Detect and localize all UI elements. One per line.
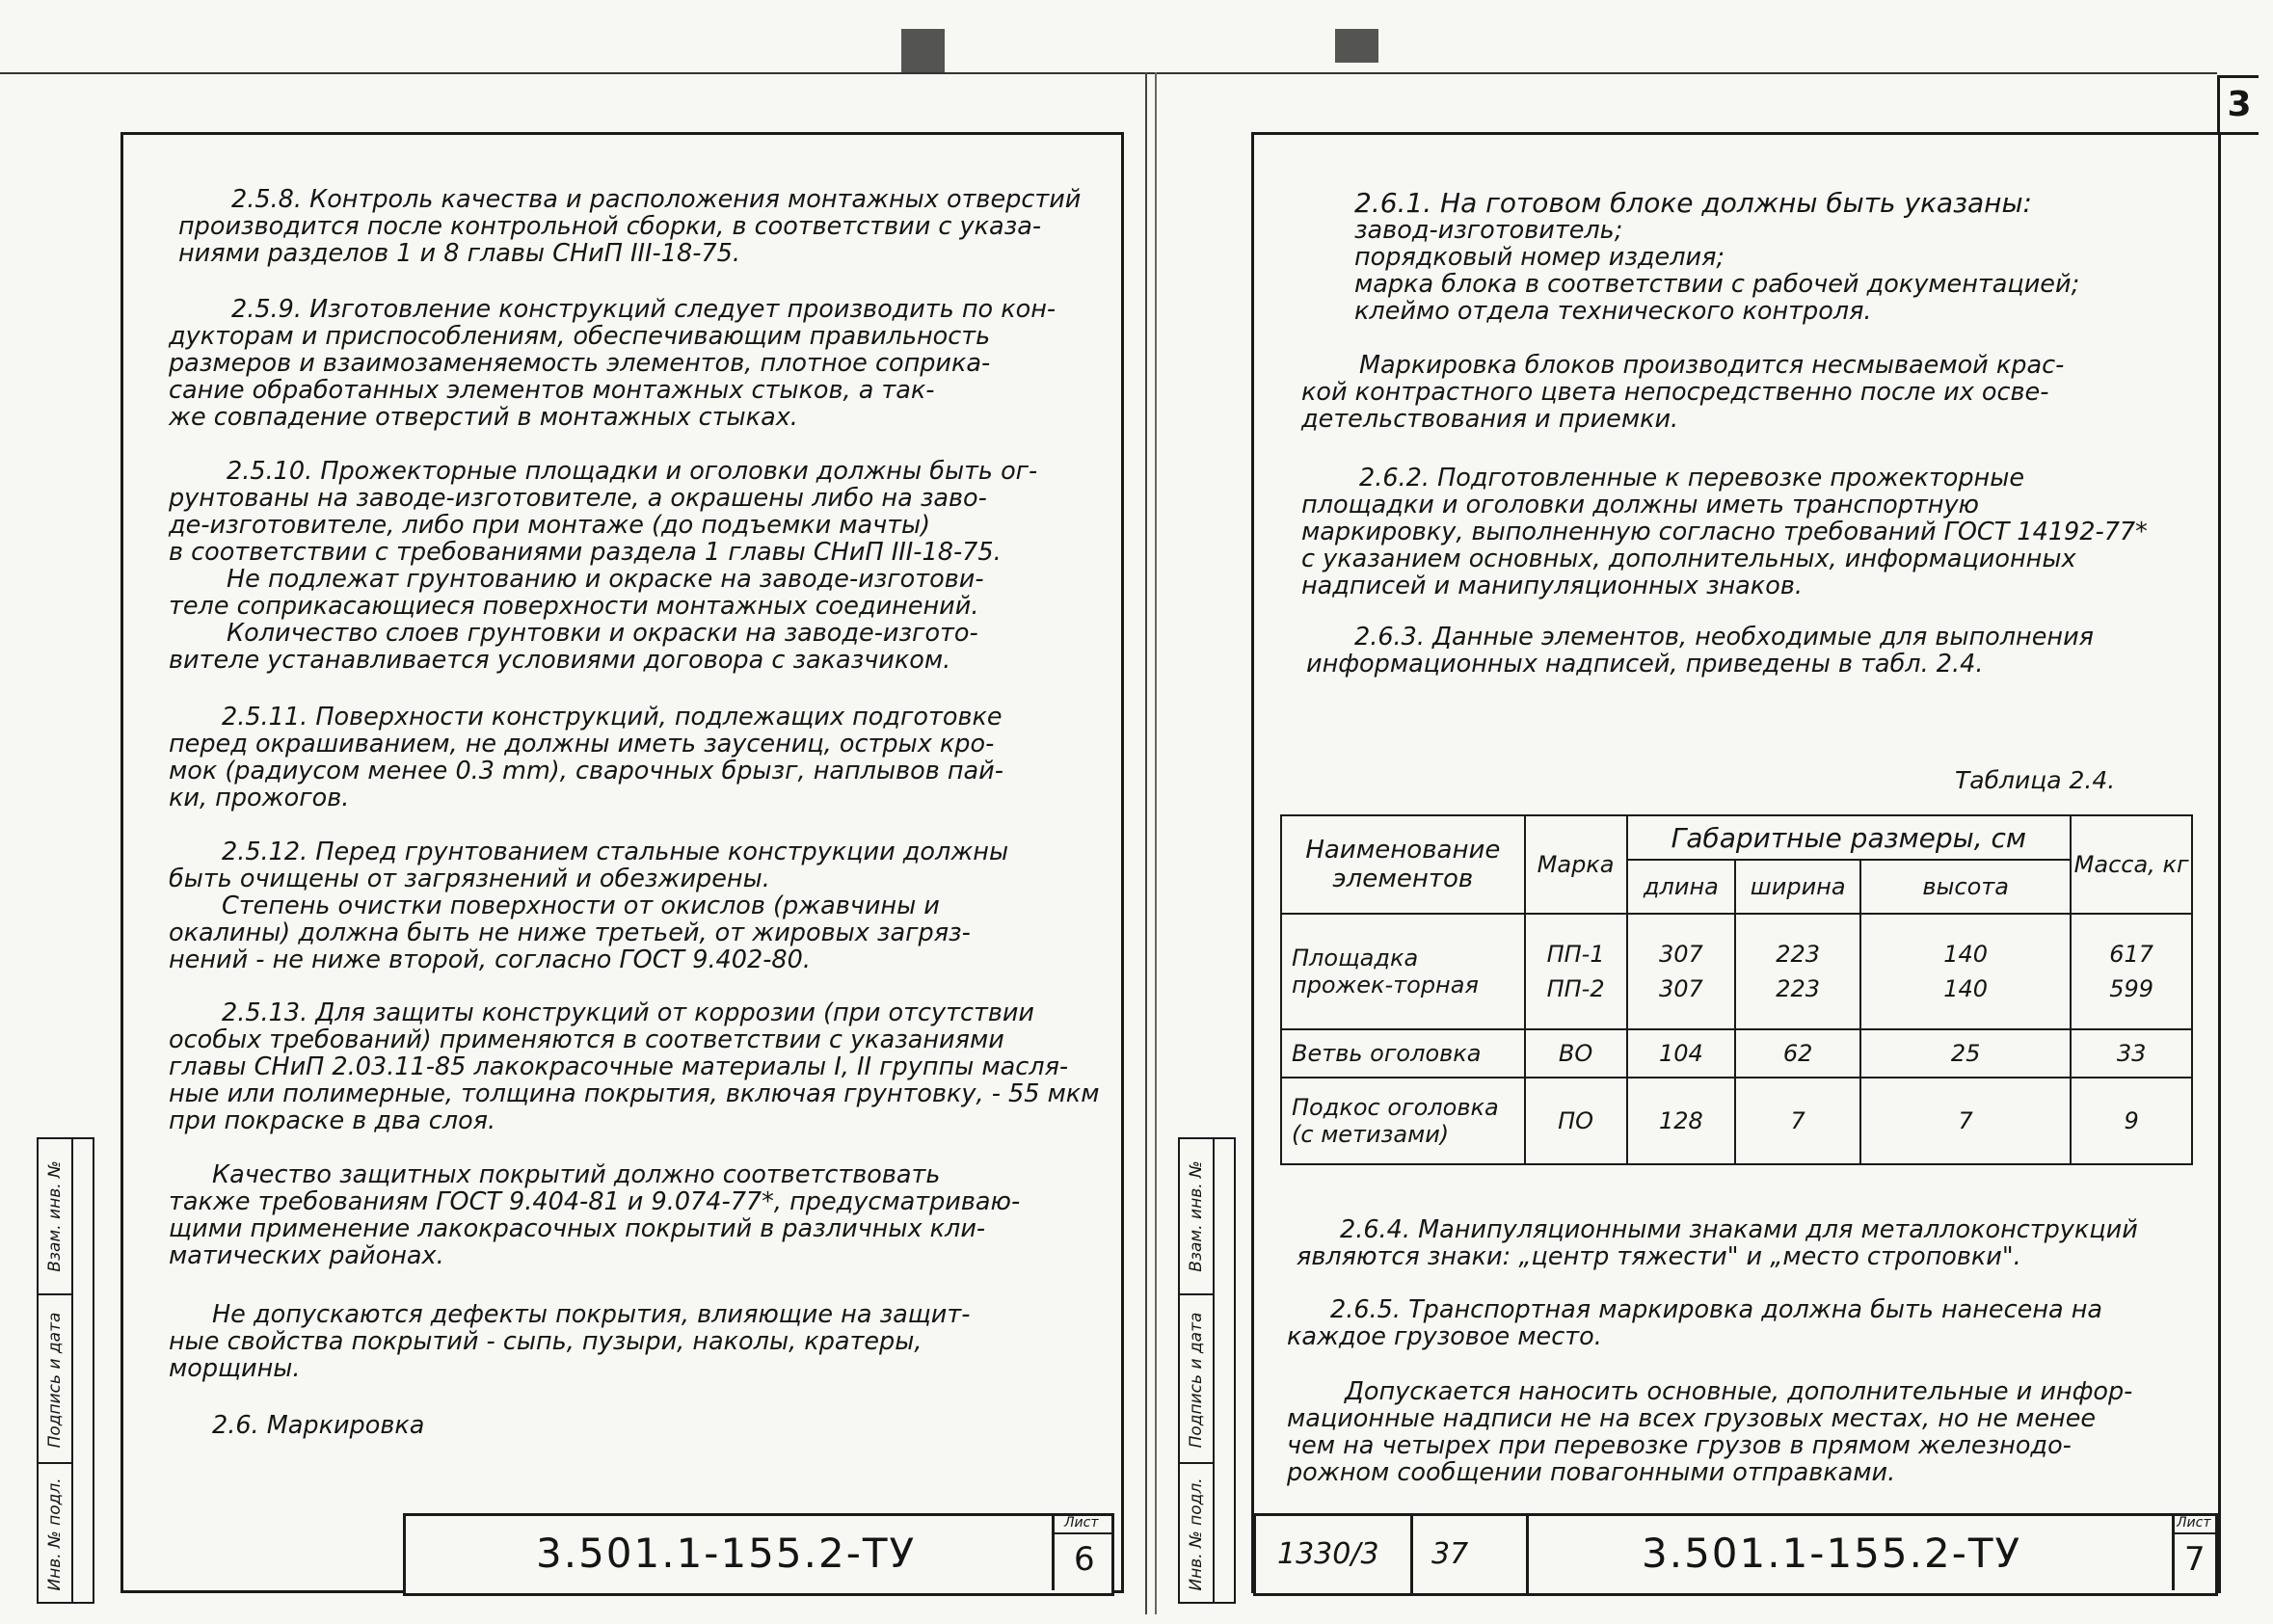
right-stamp-col: [1211, 1137, 1236, 1604]
cell-width: 62: [1735, 1029, 1860, 1078]
table-row: [1281, 1078, 2192, 1164]
cell-height: 7: [1860, 1078, 2071, 1164]
cell-mass: 9: [2071, 1078, 2192, 1164]
cell-mass: 617 599: [2071, 914, 2192, 1029]
th-mass: Масса, кг: [2071, 815, 2192, 914]
stamp-sign-date-right: Подпись и дата: [1187, 1312, 1206, 1448]
cell-mass: 33: [2071, 1029, 2192, 1078]
th-height: высота: [1860, 860, 2071, 914]
cell-length: 307 307: [1627, 914, 1736, 1029]
num-value: 37: [1431, 1537, 1469, 1571]
spine-line-2: [1155, 72, 1157, 1614]
paragraph-2-6-1: 2.6.1. На готовом блоке должны быть указаны: завод-изготовитель; порядковый номер изделия; марка блока в соответствии с рабочей документацией; клеймо отдела технического контроля.: [1354, 187, 2080, 326]
paragraph-2-5-9: 2.5.9. Изготовление конструкций следует производить по кон- дукторам и приспособлениям, обеспечивающим правильность размеров и взаимозаменяемость элементов, плотное соприка- сание обработанных элементов монтажных стыков, а так- же совпадение отверстий в монтажных стыках.: [169, 295, 1056, 432]
table-2-4: [1280, 814, 2193, 1165]
paragraph-2-5-11: 2.5.11. Поверхности конструкций, подлежащих подготовке перед окрашиванием, не должны иметь заусениц, острых кро- мок (радиусом менее 0.3 mm), сварочных брызг, наплывов пай- ки, прожогов.: [169, 703, 1003, 812]
cell-height: 25: [1860, 1029, 2071, 1078]
table-caption: Таблица 2.4.: [1955, 766, 2116, 794]
paragraph-2-6-4: 2.6.4. Манипуляционными знаками для металлоконструкций являются знаки: „центр тяжести" и „место строповки".: [1297, 1215, 2138, 1271]
cell-width: 223 223: [1735, 914, 1860, 1029]
sheet-label-right: Лист: [2177, 1515, 2211, 1531]
paragraph-quality: Качество защитных покрытий должно соответствовать также требованиям ГОСТ 9.404-81 и 9.074-77*, предусматриваю- щими применение лакокрасочных покрытий в различных кли- матических районах.: [169, 1160, 1021, 1270]
right-side-stamp: [1178, 1137, 1215, 1604]
top-edge-line: [0, 72, 2217, 74]
cell-name: Ветвь оголовка: [1281, 1029, 1525, 1078]
paragraph-2-5-10: 2.5.10. Прожекторные площадки и оголовки должны быть ог- рунтованы на заводе-изготовителе, а окрашены либо на заво- де-изготовителе, либо при монтаже (до подъемки мачты) в соответствии с требованиями раздела 1 главы СНиП III-18-75. Не подлежат грунтованию и окраске на заводе-изготови- теле соприкасающиеся поверхности монтажных соединений. Количество слоев грунтовки и окраски на заводе-изгото- вителе устанавливается условиями договора с заказчиком.: [169, 457, 1038, 675]
paragraph-2-6-2: 2.6.2. Подготовленные к перевозке прожекторные площадки и оголовки должны иметь транспортную маркировку, выполненную согласно требований ГОСТ 14192-77* с указанием основных, дополнительных, информационных надписей и манипуляционных знаков.: [1301, 464, 2148, 600]
cell-name: Подкос оголовка (с метизами): [1281, 1078, 1525, 1164]
table-row: [1281, 914, 2192, 1029]
stamp-inv-no-right: Инв. № подл.: [1187, 1477, 1206, 1591]
sheet-number-right: 7: [2184, 1540, 2206, 1579]
sheet-box: [1052, 1513, 1114, 1590]
paragraph-defects: Не допускаются дефекты покрытия, влияющие на защит- ные свойства покрытий - сыпь, пузыри, наколы, кратеры, морщины.: [169, 1300, 971, 1383]
left-stamp-col: [69, 1137, 94, 1604]
paragraph-allowed: Допускается наносить основные, дополнительные и инфор- мационные надписи не на всех грузовых местах, но не менее чем на четырех при перевозке грузов в прямом железнодо- рожном сообщении повагонными отправками.: [1287, 1377, 2133, 1487]
paragraph-marking: Маркировка блоков производится несмываемой крас- кой контрастного цвета непосредственно после их осве- детельствования и приемки.: [1301, 351, 2065, 434]
num-cell: [1410, 1516, 1529, 1593]
table-row: [1281, 1029, 2192, 1078]
th-width: ширина: [1735, 860, 1860, 914]
left-side-stamp: [37, 1137, 73, 1604]
paragraph-2-6-3: 2.6.3. Данные элементов, необходимые для выполнения информационных надписей, приведены в табл. 2.4.: [1306, 623, 2094, 679]
document-code-right: 3.501.1-155.2-ТУ: [1642, 1530, 2022, 1577]
cell-width: 7: [1735, 1078, 1860, 1164]
inv-cell: [1256, 1516, 1413, 1593]
scan-artifact-right: [1335, 29, 1378, 63]
cell-name: Площадка прожек-торная: [1281, 914, 1525, 1029]
corner-number: 3: [2217, 75, 2259, 135]
left-title-block: [403, 1513, 1114, 1596]
stamp-replace-inv-right: Взам. инв. №: [1187, 1160, 1206, 1272]
sheet-box-right: [2172, 1513, 2218, 1590]
paragraph-2-5-13: 2.5.13. Для защиты конструкций от коррозии (при отсутствии особых требований) применяются в соответствии с указаниями главы СНиП 2.03.11-85 лакокрасочные материалы I, II группы масля- ные или полимерные, толщина покрытия, включая грунтовку, - 55 мкм при покраске в два слоя.: [169, 998, 1100, 1135]
paragraph-2-6-heading: 2.6. Маркировка: [212, 1411, 425, 1440]
paragraph-2-5-8: 2.5.8. Контроль качества и расположения монтажных отверстий производится после контрольной сборки, в соответствии с указа- ниями разделов 1 и 8 главы СНиП III-18-75.: [178, 185, 1082, 268]
paragraph-2-6-5: 2.6.5. Транспортная маркировка должна быть нанесена на каждое грузовое место.: [1287, 1295, 2103, 1351]
cell-length: 128: [1627, 1078, 1736, 1164]
right-title-block: [1253, 1513, 2218, 1596]
cell-mark: ВО: [1525, 1029, 1627, 1078]
sheet-number: 6: [1074, 1540, 1095, 1579]
paragraph-2-5-12: 2.5.12. Перед грунтованием стальные конструкции должны быть очищены от загрязнений и обезжирены. Степень очистки поверхности от окислов (ржавчины и окалины) должна быть не ниже третьей, от жировых загряз- нений - не ниже второй, согласно ГОСТ 9.402-80.: [169, 838, 1009, 974]
stamp-replace-inv: Взам. инв. №: [45, 1160, 65, 1272]
stamp-sign-date: Подпись и дата: [45, 1312, 65, 1448]
cell-mark: ПО: [1525, 1078, 1627, 1164]
spine-line: [1145, 72, 1147, 1614]
cell-height: 140 140: [1860, 914, 2071, 1029]
cell-length: 104: [1627, 1029, 1736, 1078]
th-dims: Габаритные размеры, см: [1627, 815, 2072, 860]
sheet-label: Лист: [1064, 1515, 1099, 1531]
th-mark: Марка: [1525, 815, 1627, 914]
document-code: 3.501.1-155.2-ТУ: [536, 1530, 917, 1577]
inv-number: 1330/3: [1277, 1537, 1379, 1571]
th-length: длина: [1627, 860, 1736, 914]
stamp-inv-no: Инв. № подл.: [45, 1477, 65, 1591]
th-name: Наименование элементов: [1281, 815, 1525, 914]
cell-mark: ПП-1 ПП-2: [1525, 914, 1627, 1029]
scan-artifact-left: [901, 29, 945, 72]
